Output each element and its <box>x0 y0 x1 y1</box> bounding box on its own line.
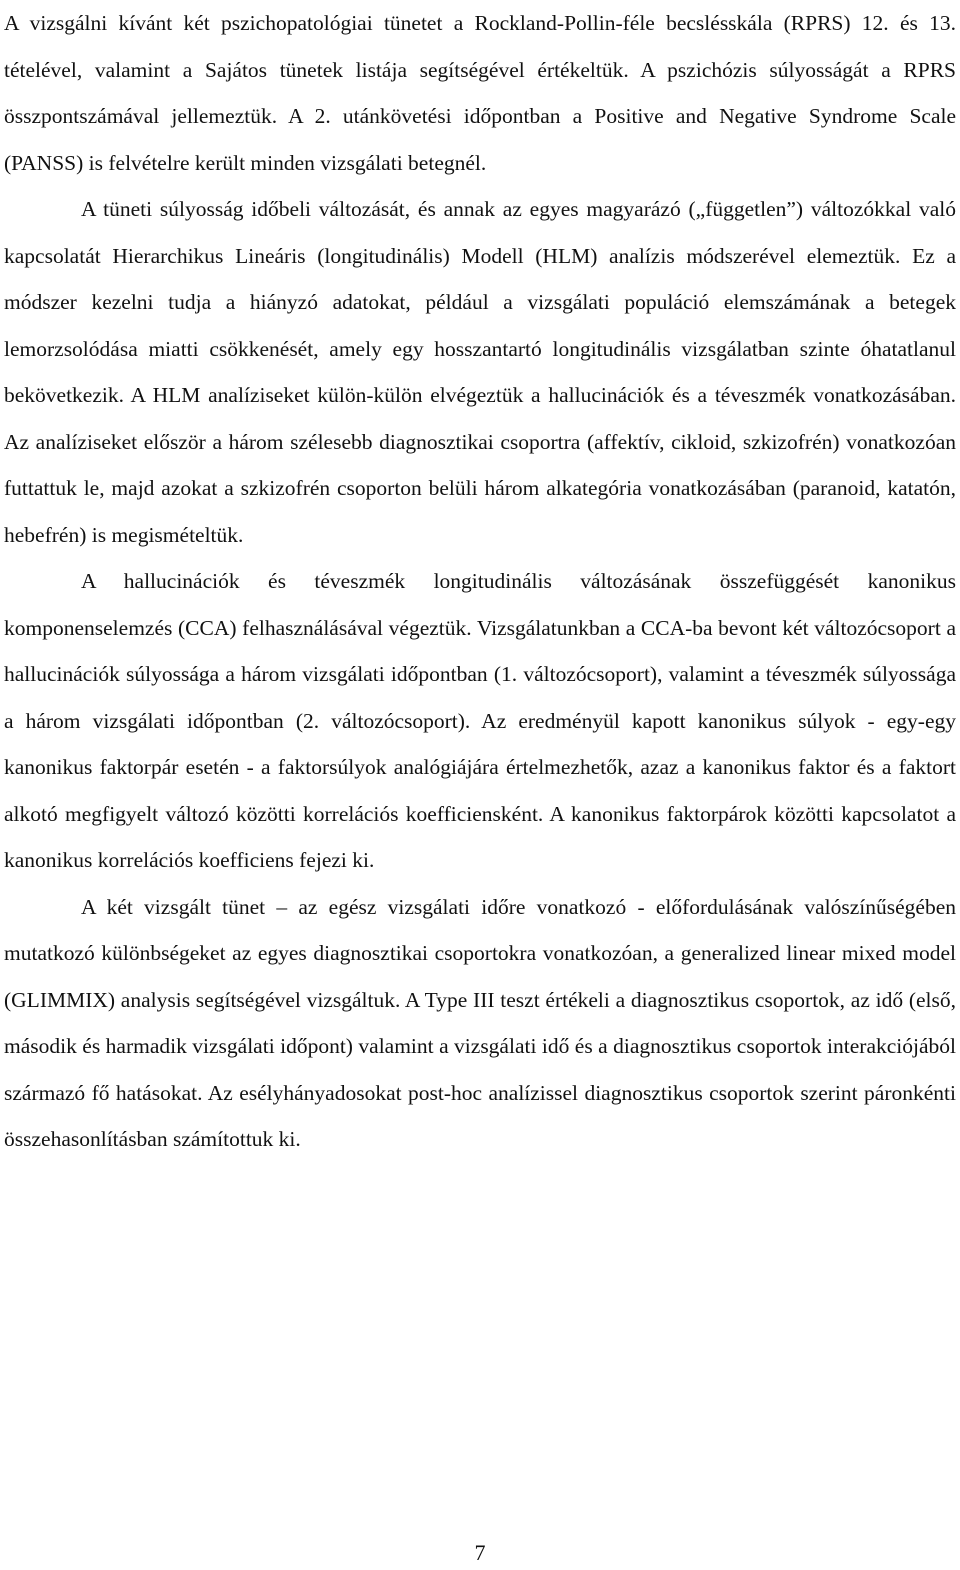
page-number: 7 <box>474 1540 486 1565</box>
paragraph-assessment-methods: A vizsgálni kívánt két pszichopatológiai tünetet a Rockland-Pollin-féle becslésskála (RPRS) 12. és 13. tételével, valamint a Sajátos tünetek listája segítségével értékeltük. A pszichózis súlyosságát a RPRS összpontszámával jellemeztük. A 2. utánkövetési időpontban a Positive and Negative Syndrome Scale (PANSS) is felvételre került minden vizsgálati betegnél. <box>4 11 956 175</box>
document-body <box>4 0 956 1163</box>
paragraph-hlm-analysis: A tüneti súlyosság időbeli változását, és annak az egyes magyarázó („független”) változókkal való kapcsolatát Hierarchikus Lineáris (longitudinális) Modell (HLM) analízis módszerével elemeztük. Ez a módszer kezelni tudja a hiányzó adatokat, például a vizsgálati populáció elemszámának a betegek lemorzsolódása miatti csökkenését, amely egy hosszantartó longitudinális vizsgálatban szinte óhatatlanul bekövetkezik. A HLM analíziseket külön-külön elvégeztük a hallucinációk és a téveszmék vonatkozásában. Az analíziseket először a három szélesebb diagnosztikai csoportra (affektív, cikloid, szkizofrén) vonatkozóan futtattuk le, majd azokat a szkizofrén csoporton belüli három alkategória vonatkozásában (paranoid, katatón, hebefrén) is megismételtük. <box>4 197 956 547</box>
paragraph-glimmix-analysis: A két vizsgált tünet – az egész vizsgálati időre vonatkozó - előfordulásának valószínűségében mutatkozó különbségeket az egyes diagnosztikai csoportokra vonatkozóan, a generalized linear mixed model (GLIMMIX) analysis segítségével vizsgáltuk. A Type III teszt értékeli a diagnosztikus csoportok, az idő (első, második és harmadik vizsgálati időpont) valamint a vizsgálati idő és a diagnosztikus csoportok interakciójából származó fő hatásokat. Az esélyhányadosokat post-hoc analízissel diagnosztikus csoportok szerint páronkénti összehasonlításban számítottuk ki. <box>4 894 956 1151</box>
paragraph-cca-analysis: A hallucinációk és téveszmék longitudinális változásának összefüggését kanonikus komponenselemzés (CCA) felhasználásával végeztük. Vizsgálatunkban a CCA-ba bevont két változócsoport a hallucinációk súlyossága a három vizsgálati időpontban (1. változócsoport), valamint a téveszmék súlyossága a három vizsgálati időpontban (2. változócsoport). Az eredményül kapott kanonikus súlyok - egy-egy kanonikus faktorpár esetén - a faktorsúlyok analógiájára értelmezhetők, azaz a kanonikus faktor és a faktort alkotó megfigyelt változó közötti korrelációs koefficiensként. A kanonikus faktorpárok közötti kapcsolatot a kanonikus korrelációs koefficiens fejezi ki. <box>4 569 956 872</box>
